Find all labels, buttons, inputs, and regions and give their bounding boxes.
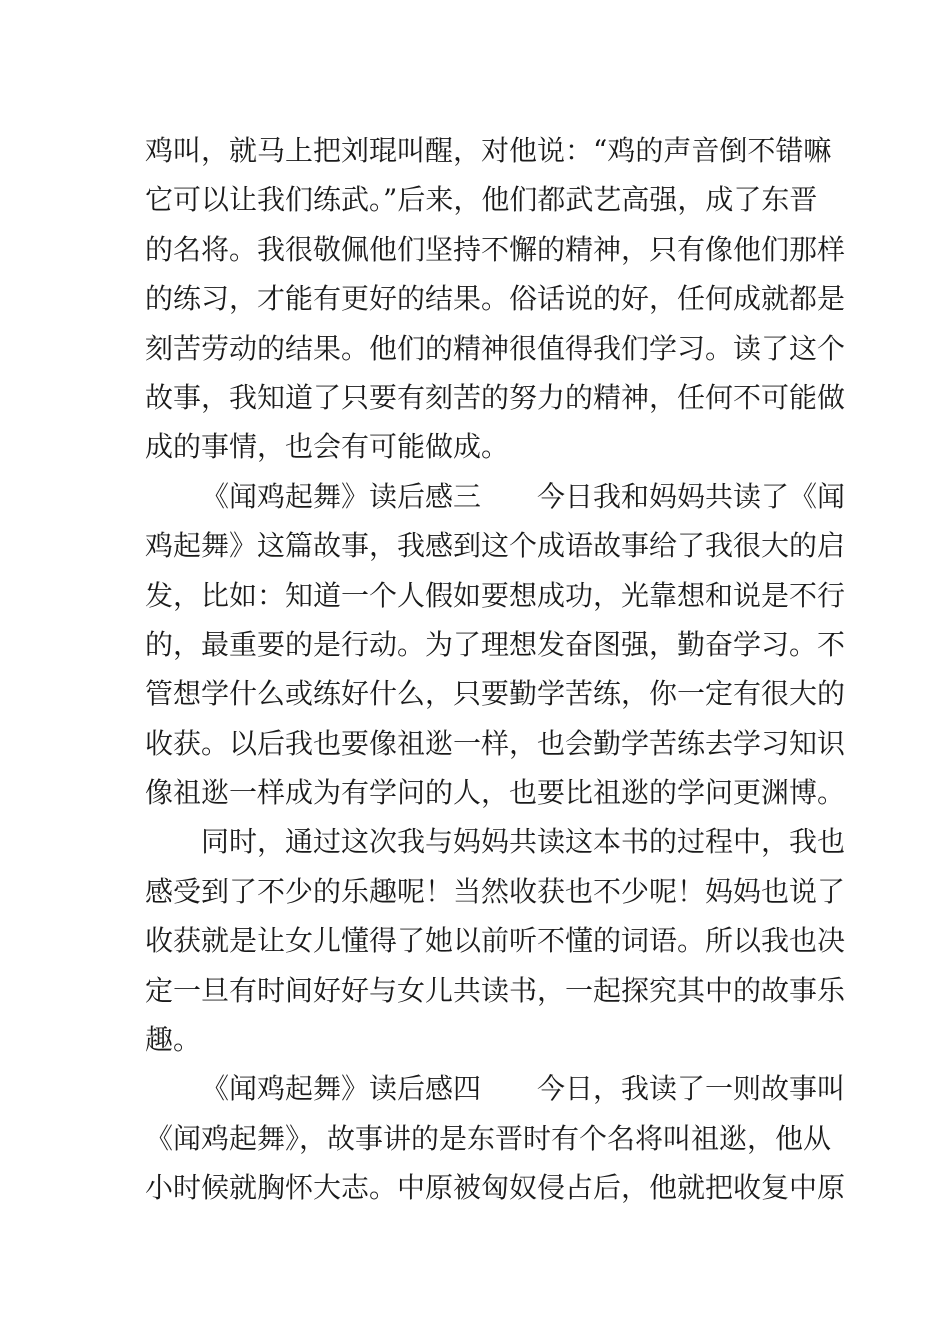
text-line: 趣。 <box>145 1023 202 1057</box>
text-line: 的，最重要的是行动。为了理想发奋图强，勤奋学习。不 <box>145 627 846 661</box>
text-line: 故事，我知道了只要有刻苦的努力的精神，任何不可能做 <box>145 380 846 414</box>
text-line: 《闻鸡起舞》读后感四 今日，我读了一则故事叫 <box>201 1072 846 1106</box>
text-line: 刻苦劳动的结果。他们的精神很值得我们学习。读了这个 <box>145 331 846 365</box>
body-text <box>145 126 846 1213</box>
text-line: 定一旦有时间好好与女儿共读书，一起探究其中的故事乐 <box>145 973 846 1007</box>
text-line: 《闻鸡起舞》读后感三 今日我和妈妈共读了《闻 <box>201 479 846 513</box>
text-line: 《闻鸡起舞》，故事讲的是东晋时有个名将叫祖逖，他从 <box>145 1121 832 1155</box>
text-line: 感受到了不少的乐趣呢！当然收获也不少呢！妈妈也说了 <box>145 874 846 908</box>
text-line: 同时，通过这次我与妈妈共读这本书的过程中，我也 <box>201 825 846 859</box>
text-line: 它可以让我们练武。”后来，他们都武艺高强，成了东晋 <box>145 183 818 217</box>
text-line: 的名将。我很敬佩他们坚持不懈的精神，只有像他们那样 <box>145 232 846 266</box>
text-line: 收获就是让女儿懂得了她以前听不懂的词语。所以我也决 <box>145 924 846 958</box>
text-line: 鸡叫，就马上把刘琨叫醒，对他说：“鸡的声音倒不错嘛 <box>145 134 832 167</box>
text-line: 像祖逖一样成为有学问的人，也要比祖逖的学问更渊博。 <box>145 776 846 810</box>
text-line: 的练习，才能有更好的结果。俗话说的好，任何成就都是 <box>145 282 846 316</box>
text-line: 鸡起舞》这篇故事，我感到这个成语故事给了我很大的启 <box>145 529 846 563</box>
text-line: 小时候就胸怀大志。中原被匈奴侵占后，他就把收复中原 <box>145 1171 846 1205</box>
text-line: 管想学什么或练好什么，只要勤学苦练，你一定有很大的 <box>145 677 846 711</box>
text-line: 收获。以后我也要像祖逖一样，也会勤学苦练去学习知识 <box>145 726 846 760</box>
text-line: 成的事情，也会有可能做成。 <box>145 430 510 464</box>
text-line: 发，比如：知道一个人假如要想成功，光靠想和说是不行 <box>145 578 846 612</box>
